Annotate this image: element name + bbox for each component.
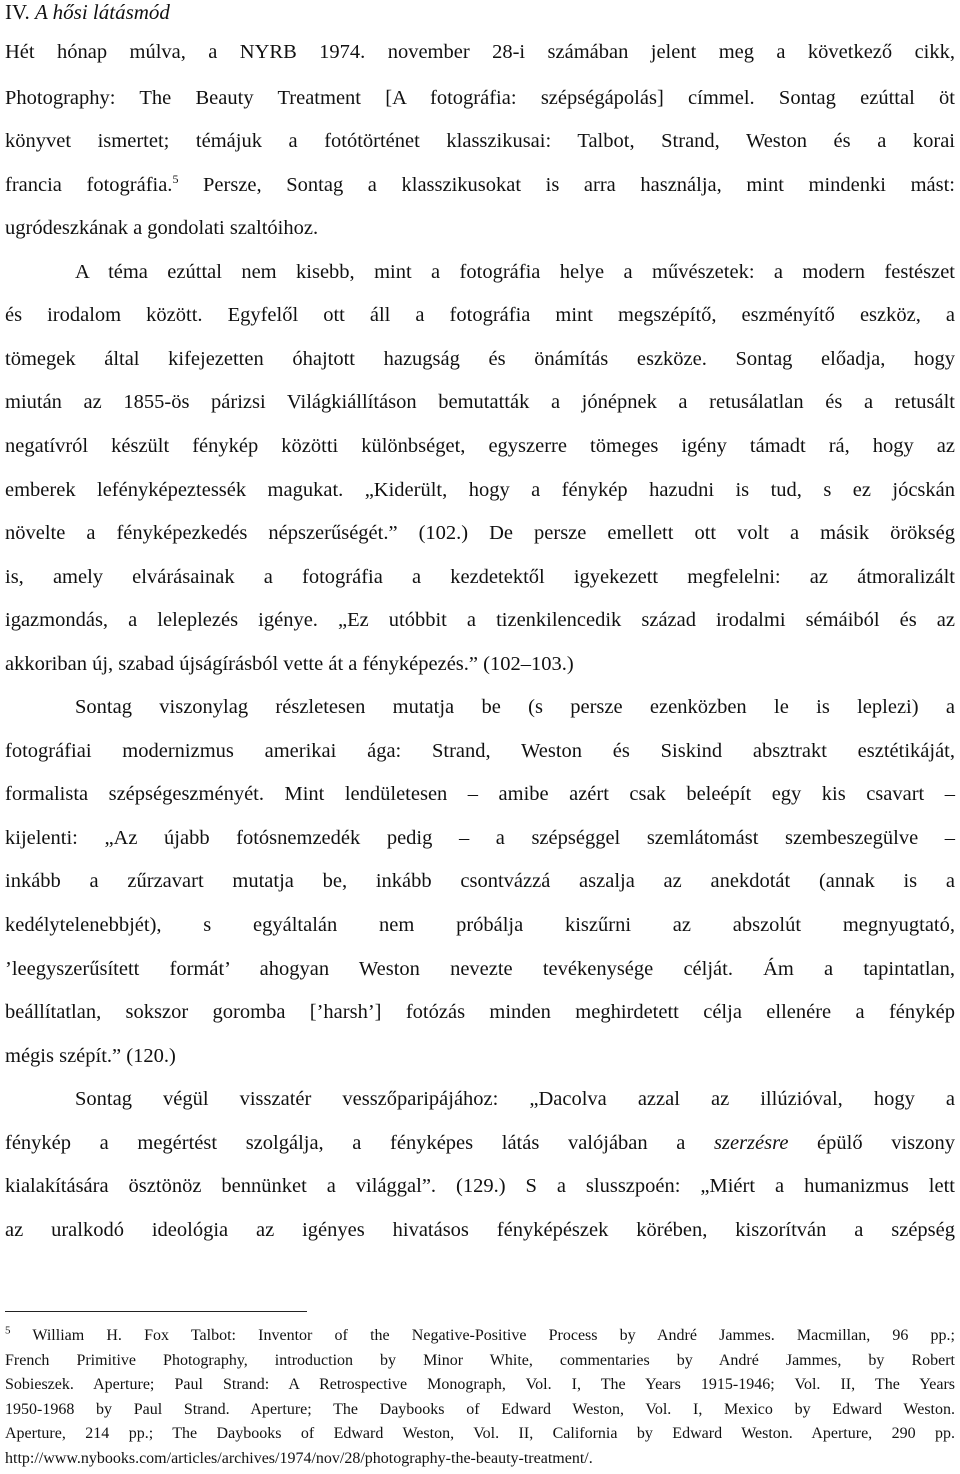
body-text: fénykép a megértést szolgálja, a fényképes látás valójában a (5, 1132, 715, 1154)
body-line: kijelenti: „Az újabb fotósnemzedék pedig – a szépséggel szemlátomást szembeszegülve – (5, 827, 955, 849)
footnote-reference[interactable]: 5 (172, 172, 179, 187)
body-line: ’leegyszerűsített formát’ ahogyan Weston nevezte tevékenysége célját. Ám a tapintatlan, (5, 958, 955, 980)
paragraph-first-line: A téma ezúttal nem kisebb, mint a fotográfia helye a művészetek: a modern festészet (75, 261, 955, 283)
body-line: és irodalom között. Egyfelől ott áll a fotográfia mint megszépítő, eszményítő eszköz, a (5, 304, 955, 326)
body-text: francia fotográfia. (5, 174, 173, 196)
footnote-line: 1950-1968 by Paul Strand. Aperture; The Daybooks of Edward Weston, Vol. I, Mexico by Edward Weston. (5, 1401, 955, 1418)
emphasis-text: szerzésre (714, 1132, 789, 1154)
body-line: könyvet ismertet; témájuk a fotótörténet klasszikusai: Talbot, Strand, Weston és a korai (5, 130, 955, 152)
body-line: mégis szépít.” (120.) (5, 1045, 176, 1067)
body-line: inkább a zűrzavart mutatja be, inkább csontvázzá aszalja az anekdotát (annak is a (5, 870, 955, 892)
paragraph-first-line: Sontag végül visszatér vesszőparipájához: „Dacolva azzal az illúzióval, hogy a (75, 1088, 955, 1110)
footnote-url-link[interactable]: http://www.nybooks.com/articles/archives/1974/nov/28/photography-the-beauty-treatment/. (5, 1450, 593, 1467)
body-line: formalista szépségeszményét. Mint lendületesen – amibe azért csak beleépít egy kis csavart – (5, 783, 955, 805)
body-line: tömegek által kifejezetten óhajtott hazugság és önámítás eszköze. Sontag előadja, hogy (5, 348, 955, 370)
body-line: az uralkodó ideológia az igényes hivatásos fényképészek körében, kiszorítván a szépség (5, 1219, 955, 1241)
body-line: negatívról készült fénykép közötti különbséget, egyszerre tömeges igény támadt rá, hogy az (5, 435, 955, 457)
body-text: Persze, Sontag a klasszikusokat is arra használja, mint mindenki mást: (178, 174, 955, 196)
body-line: akkoriban új, szabad újságírásból vette át a fényképezés.” (102–103.) (5, 653, 574, 675)
section-heading (5, 0, 955, 24)
footnote-line (5, 1326, 955, 1345)
body-line: kialakítására ösztönöz bennünket a világgal”. (129.) S a slusszpoén: „Miért a humanizmus lett (5, 1175, 955, 1197)
footnote-text: William H. Fox Talbot: Inventor of the Negative-Positive Process by André Jammes. Macmillan, 96 pp.; (10, 1327, 955, 1344)
body-line: Hét hónap múlva, a NYRB 1974. november 28-i számában jelent meg a következő cikk, (5, 41, 955, 63)
body-line (5, 1131, 955, 1155)
paragraph-first-line: Sontag viszonylag részletesen mutatja be (s persze ezenközben le is leplezi) a (75, 696, 955, 718)
footnote-marker: 5 (5, 1324, 11, 1337)
section-number: IV. (5, 0, 30, 24)
body-line: miután az 1855-ös párizsi Világkiállításon bemutatták a jónépnek a retusálatlan és a retusált (5, 391, 955, 413)
body-line: beállítatlan, sokszor goromba [’harsh’] fotózás minden meghirdetett célja ellenére a fénykép (5, 1001, 955, 1023)
body-line: igazmondás, a leleplezés igénye. „Ez utóbbit a tizenkilencedik század irodalmi sémáiból és az (5, 609, 955, 631)
body-line: emberek lefényképeztessék magukat. „Kiderült, hogy a fénykép hazudni is tud, s ez jócskán (5, 479, 955, 501)
body-text: épülő viszony (788, 1132, 955, 1154)
body-line: is, amely elvárásainak a fotográfia a kezdetektől igyekezett megfelelni: az átmoralizált (5, 566, 955, 588)
body-line: növelte a fényképezkedés népszerűségét.” (102.) De persze emellett ott volt a másik örökség (5, 522, 955, 544)
section-title: A hősi látásmód (34, 0, 170, 24)
body-line: Photography: The Beauty Treatment [A fotográfia: szépségápolás] címmel. Sontag ezúttal öt (5, 87, 955, 109)
footnote-line: Sobieszek. Aperture; Paul Strand: A Retrospective Monograph, Vol. I, The Years 1915-1946; Vol. II, The Years (5, 1376, 955, 1393)
footnote-separator (5, 1311, 307, 1312)
body-line: fotográfiai modernizmus amerikai ága: Strand, Weston és Siskind absztrakt esztétikáját, (5, 740, 955, 762)
body-line (5, 173, 955, 197)
footnote-line: French Primitive Photography, introduction by Minor White, commentaries by André Jammes, by Robert (5, 1352, 955, 1369)
body-line: kedélytelenebbjét), s egyáltalán nem próbálja kiszűrni az abszolút megnyugtató, (5, 914, 955, 936)
footnote-line: Aperture, 214 pp.; The Daybooks of Edward Weston, Vol. II, California by Edward Weston. Aperture, 290 pp. (5, 1425, 955, 1442)
body-line: ugródeszkának a gondolati szaltóihoz. (5, 217, 319, 239)
